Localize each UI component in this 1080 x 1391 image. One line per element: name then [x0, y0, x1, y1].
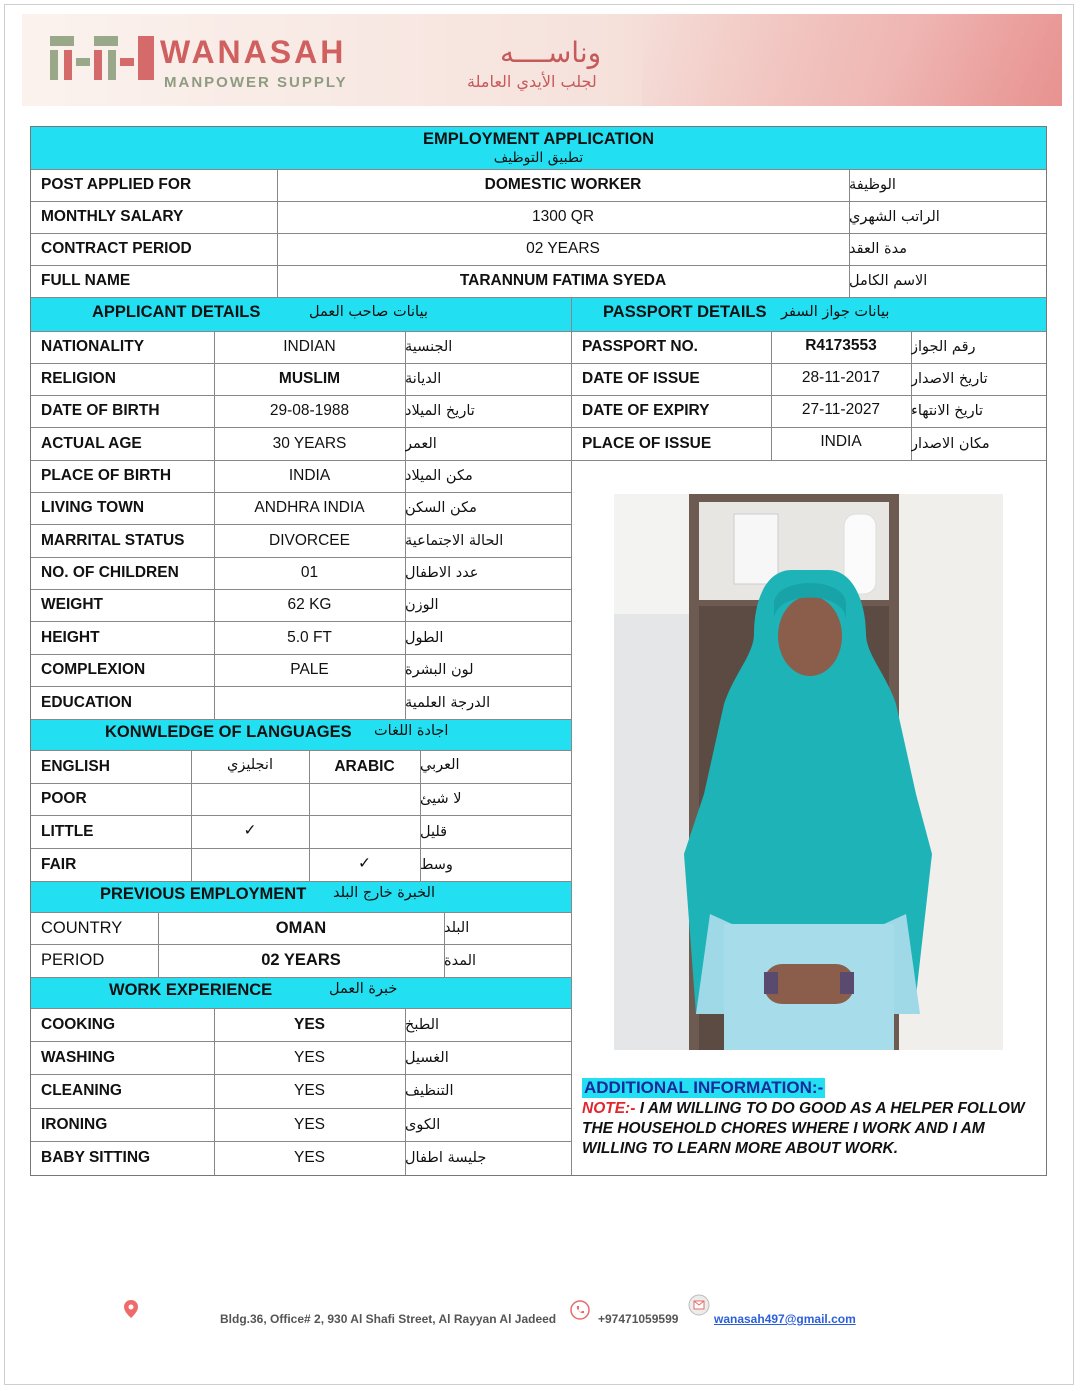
post-label: POST APPLIED FOR [41, 176, 192, 193]
applicant-row-label: PLACE OF BIRTH [41, 467, 172, 484]
contract-label: CONTRACT PERIOD [41, 240, 192, 257]
applicant-row-value: PALE [290, 661, 329, 678]
applicant-row-label-arabic: تاريخ الميلاد [405, 403, 475, 419]
applicant-row-value: 62 KG [287, 596, 332, 613]
post-value: DOMESTIC WORKER [484, 176, 642, 193]
applicant-row-label: NO. OF CHILDREN [41, 564, 179, 581]
applicant-photo [614, 494, 1003, 1050]
passport-row-label-arabic: تاريخ الانتهاء [911, 403, 984, 419]
work-skill-label-arabic: جليسة اطفال [405, 1150, 487, 1166]
company-name: WANASAH [160, 34, 347, 70]
footer-email-link[interactable]: wanasah497@gmail.com [714, 1312, 856, 1326]
languages-section-title-arabic: اجادة اللغات [374, 723, 449, 739]
work-experience-section-title: WORK EXPERIENCE [109, 981, 273, 999]
previous-country-label-arabic: البلد [444, 920, 470, 936]
arabic-level-check [309, 815, 420, 845]
language-arabic-label-arabic: العربي [420, 757, 460, 773]
location-pin-icon [124, 1300, 138, 1318]
salary-value: 1300 QR [531, 208, 595, 225]
applicant-row-label-arabic: الوزن [405, 597, 439, 613]
applicant-row-value: 30 YEARS [272, 434, 347, 452]
passport-row-label: PASSPORT NO. [582, 338, 698, 355]
work-skill-label-arabic: الكوى [405, 1116, 441, 1133]
applicant-row-label: ACTUAL AGE [41, 434, 142, 452]
applicant-row-label-arabic: عدد الاطفال [405, 565, 479, 581]
work-skill-label: BABY SITTING [41, 1149, 151, 1166]
language-level-label: POOR [41, 790, 87, 807]
english-level-check: ✓ [243, 821, 257, 839]
language-level-label: LITTLE [41, 822, 94, 840]
applicant-row-value: INDIAN [283, 338, 336, 355]
previous-period-label: PERIOD [41, 951, 105, 969]
applicant-row-label-arabic: مكن الميلاد [405, 468, 473, 484]
work-experience-section-title-arabic: خبرة العمل [329, 981, 398, 997]
previous-employment-section-title: PREVIOUS EMPLOYMENT [100, 885, 307, 903]
work-skill-value: YES [293, 1048, 325, 1066]
applicant-row-value: 01 [300, 564, 319, 581]
language-level-label: FAIR [41, 855, 77, 873]
additional-information-title: ADDITIONAL INFORMATION:- [584, 1078, 824, 1097]
contract-value: 02 YEARS [526, 240, 600, 257]
work-skill-value: YES [293, 1115, 325, 1133]
applicant-row-label: RELIGION [41, 370, 116, 387]
form-title-arabic: تطبيق التوظيف [493, 150, 584, 166]
applicant-row-label: LIVING TOWN [41, 499, 145, 516]
passport-row-value: 28-11-2017 [801, 369, 881, 386]
passport-section-title-arabic: بيانات جواز السفر [781, 304, 890, 320]
passport-row-label: DATE OF ISSUE [582, 370, 700, 387]
work-skill-label-arabic: التنظيف [405, 1083, 454, 1099]
contract-label-arabic: مدة العقد [849, 241, 907, 257]
note-text: I AM WILLING TO DO GOOD AS A HELPER FOLLOW THE HOUSEHOLD CHORES WHERE I WORK AND I AM WILLING TO LEARN MORE ABOUT WORK. [582, 1100, 1025, 1157]
language-level-label-arabic: وسط [420, 856, 453, 873]
applicant-row-label-arabic: الجنسية [405, 339, 453, 355]
applicant-row-label: NATIONALITY [41, 338, 145, 355]
work-skill-value: YES [293, 1015, 325, 1033]
applicant-row-value [214, 686, 405, 719]
language-level-label-arabic: قليل [420, 823, 448, 840]
applicant-row-value: 5.0 FT [287, 628, 332, 646]
previous-period-value: 02 YEARS [261, 951, 341, 969]
work-skill-value: YES [293, 1149, 325, 1166]
applicant-row-label: WEIGHT [41, 596, 103, 613]
passport-row-label-arabic: رقم الجواز [911, 339, 976, 355]
salary-label: MONTHLY SALARY [41, 208, 184, 225]
previous-country-label: COUNTRY [41, 918, 123, 937]
passport-row-label: PLACE OF ISSUE [582, 434, 712, 452]
work-skill-label: IRONING [41, 1115, 108, 1133]
work-skill-value: YES [293, 1082, 325, 1099]
footer-phone: +97471059599 [598, 1312, 679, 1326]
previous-period-label-arabic: المدة [444, 952, 477, 969]
applicant-row-label: COMPLEXION [41, 661, 146, 678]
applicant-row-value: 29-08-1988 [269, 402, 350, 419]
language-arabic-label: ARABIC [334, 757, 395, 775]
passport-row-label: DATE OF EXPIRY [582, 402, 710, 419]
previous-country-value: OMAN [275, 918, 327, 937]
arabic-level-check [309, 783, 420, 815]
company-logo-icon [50, 36, 154, 80]
applicant-row-label: MARRITAL STATUS [41, 531, 185, 549]
applicant-row-label-arabic: الطول [405, 629, 444, 646]
passport-row-value: INDIA [820, 433, 862, 450]
languages-section-title: KONWLEDGE OF LANGUAGES [105, 723, 352, 741]
letterhead [22, 14, 1062, 106]
company-tagline-arabic: لجلب الأيدي العاملة [467, 72, 597, 91]
work-skill-label-arabic: الطبخ [405, 1016, 440, 1033]
additional-information-note [582, 1099, 1042, 1159]
applicant-row-label-arabic: مكن السكن [405, 500, 477, 516]
passport-row-value: R4173553 [805, 337, 877, 354]
applicant-section-title: APPLICANT DETAILS [92, 303, 261, 321]
full-name-label: FULL NAME [41, 272, 131, 289]
work-skill-label: CLEANING [41, 1082, 122, 1099]
applicant-row-label: HEIGHT [41, 628, 100, 646]
passport-row-label-arabic: مكان الاصدار [911, 435, 990, 452]
passport-row-value: 27-11-2027 [801, 401, 881, 418]
applicant-row-label-arabic: الدرجة العلمية [405, 694, 491, 711]
language-english-label-arabic: انجليزي [227, 757, 273, 773]
salary-label-arabic: الراتب الشهري [849, 209, 940, 225]
applicant-row-label: EDUCATION [41, 693, 132, 711]
work-skill-label-arabic: الغسيل [405, 1049, 449, 1066]
applicant-row-value: ANDHRA INDIA [254, 499, 365, 516]
company-name-arabic: وناســــه [500, 36, 602, 69]
passport-section-title: PASSPORT DETAILS [603, 303, 767, 321]
applicant-section-title-arabic: بيانات صاحب العمل [309, 304, 428, 320]
post-label-arabic: الوظيفة [849, 177, 896, 193]
work-skill-label: COOKING [41, 1015, 116, 1033]
full-name-value: TARANNUM FATIMA SYEDA [459, 272, 667, 289]
phone-icon [570, 1300, 590, 1320]
email-icon [688, 1294, 710, 1316]
english-level-check [191, 783, 309, 815]
footer-address: Bldg.36, Office# 2, 930 Al Shafi Street, Al Rayyan Al Jadeed [220, 1312, 557, 1326]
applicant-row-value: MUSLIM [278, 370, 341, 387]
work-skill-label: WASHING [41, 1048, 116, 1066]
form-title: EMPLOYMENT APPLICATION [423, 129, 654, 148]
letterhead-decoration [642, 14, 1062, 106]
company-tagline: MANPOWER SUPPLY [164, 74, 348, 91]
previous-employment-section-title-arabic: الخبرة خارج البلد [333, 885, 435, 901]
note-label: NOTE:- [582, 1100, 636, 1117]
applicant-row-label-arabic: لون البشرة [405, 662, 474, 678]
applicant-row-label-arabic: الحالة الاجتماعية [405, 532, 504, 549]
applicant-row-label-arabic: الديانة [405, 371, 442, 387]
language-english-label: ENGLISH [41, 757, 110, 775]
applicant-row-label-arabic: العمر [405, 435, 437, 452]
arabic-level-check: ✓ [358, 854, 371, 872]
language-level-label-arabic: لا شيئ [420, 791, 462, 807]
applicant-row-value: DIVORCEE [269, 531, 350, 549]
footer [0, 1300, 1080, 1340]
applicant-row-label: DATE OF BIRTH [41, 402, 160, 419]
applicant-row-value: INDIA [288, 467, 331, 484]
passport-row-label-arabic: تاريخ الاصدار [911, 371, 988, 387]
full-name-label-arabic: الاسم الكامل [849, 273, 928, 289]
